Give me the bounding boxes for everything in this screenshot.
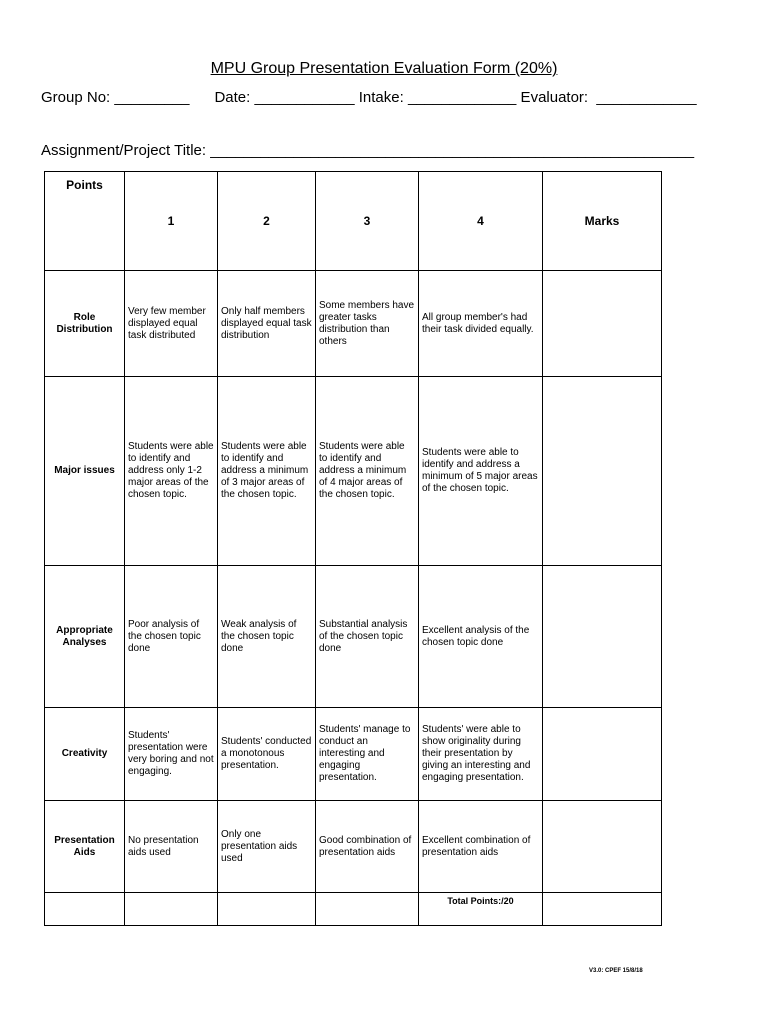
row-label-role-distribution: Role Distribution	[45, 271, 125, 377]
criteria-cell: Students were able to identify and address a minimum of 4 major areas of the chosen topic.	[316, 377, 419, 566]
criteria-cell: Students were able to identify and address a minimum of 5 major areas of the chosen topic.	[419, 377, 543, 566]
marks-header: Marks	[543, 172, 662, 271]
criteria-cell: Students' presentation were very boring and not engaging.	[125, 708, 218, 801]
criteria-cell: All group member's had their task divided equally.	[419, 271, 543, 377]
evaluation-rubric-table	[44, 171, 662, 926]
criteria-cell: Good combination of presentation aids	[316, 801, 419, 893]
form-title: MPU Group Presentation Evaluation Form (20%)	[210, 60, 558, 77]
assignment-title-line: Assignment/Project Title: __________________________________________________________	[41, 142, 695, 159]
empty-cell	[218, 893, 316, 926]
total-row	[45, 893, 662, 926]
row-label-creativity: Creativity	[45, 708, 125, 801]
version-footer: V3.0: CPEF 15/8/18	[589, 968, 643, 974]
marks-input-cell[interactable]	[543, 801, 662, 893]
criteria-cell: Students were able to identify and address a minimum of 3 major areas of the chosen topic.	[218, 377, 316, 566]
criteria-cell: Students' were able to show originality during their presentation by giving an interesting and engaging presentation.	[419, 708, 543, 801]
criteria-cell: Substantial analysis of the chosen topic done	[316, 566, 419, 708]
column-header-1: 1	[125, 172, 218, 271]
table-row	[45, 377, 662, 566]
criteria-cell: Students were able to identify and address only 1-2 major areas of the chosen topic.	[125, 377, 218, 566]
row-label-major-issues: Major issues	[45, 377, 125, 566]
marks-input-cell[interactable]	[543, 377, 662, 566]
table-header-row	[45, 172, 662, 271]
marks-input-cell[interactable]	[543, 271, 662, 377]
criteria-cell: No presentation aids used	[125, 801, 218, 893]
criteria-cell: Excellent analysis of the chosen topic done	[419, 566, 543, 708]
criteria-cell: Very few member displayed equal task distributed	[125, 271, 218, 377]
criteria-cell: Only one presentation aids used	[218, 801, 316, 893]
total-points-label: Total Points:/20	[419, 893, 543, 926]
criteria-cell: Only half members displayed equal task distribution	[218, 271, 316, 377]
empty-cell	[125, 893, 218, 926]
criteria-cell: Excellent combination of presentation aids	[419, 801, 543, 893]
total-marks-input-cell[interactable]	[543, 893, 662, 926]
column-header-4: 4	[419, 172, 543, 271]
column-header-2: 2	[218, 172, 316, 271]
marks-input-cell[interactable]	[543, 566, 662, 708]
criteria-cell: Some members have greater tasks distribution than others	[316, 271, 419, 377]
table-row	[45, 566, 662, 708]
criteria-cell: Students' conducted a monotonous presentation.	[218, 708, 316, 801]
criteria-cell: Weak analysis of the chosen topic done	[218, 566, 316, 708]
empty-cell	[316, 893, 419, 926]
row-label-presentation-aids: Presentation Aids	[45, 801, 125, 893]
marks-input-cell[interactable]	[543, 708, 662, 801]
table-row	[45, 271, 662, 377]
criteria-cell: Students' manage to conduct an interesting and engaging presentation.	[316, 708, 419, 801]
column-header-3: 3	[316, 172, 419, 271]
points-label: Points	[66, 178, 103, 192]
row-label-appropriate-analyses: Appropriate Analyses	[45, 566, 125, 708]
points-header-cell	[45, 172, 125, 271]
empty-cell	[45, 893, 125, 926]
criteria-cell: Poor analysis of the chosen topic done	[125, 566, 218, 708]
table-row	[45, 801, 662, 893]
header-fields-line: Group No: _________ Date: ____________ Intake: _____________ Evaluator: ____________	[41, 89, 697, 106]
table-row	[45, 708, 662, 801]
